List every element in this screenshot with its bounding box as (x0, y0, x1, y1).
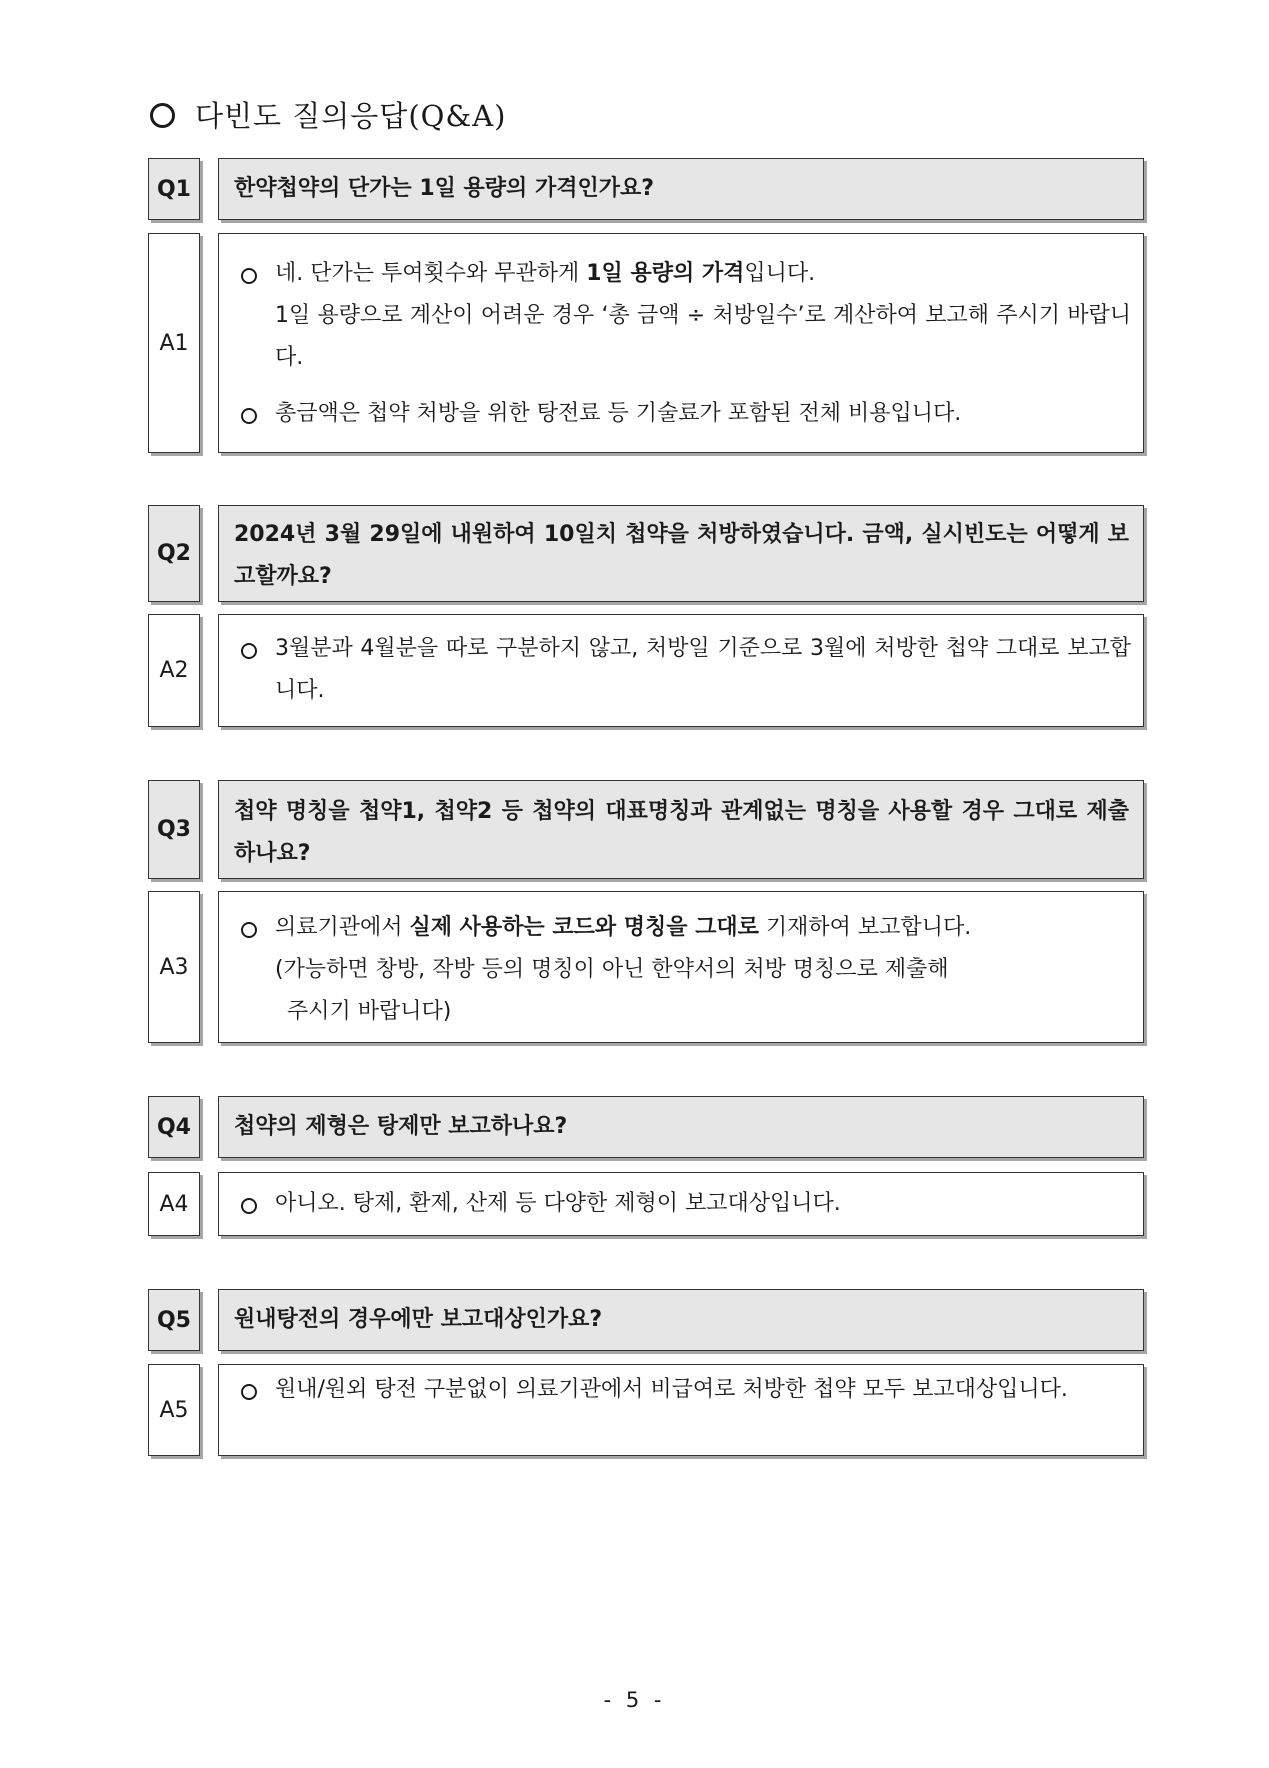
answer-box (218, 891, 1144, 1043)
answer-label: A1 (148, 233, 200, 453)
page-number: - 5 - (603, 1688, 666, 1712)
circle-bullet-icon (241, 1198, 257, 1214)
emphasis-text: 1일 용량의 가격 (586, 261, 745, 286)
answer-label: A5 (148, 1364, 200, 1456)
answer-label: A4 (148, 1172, 200, 1236)
circle-bullet-icon (241, 268, 257, 284)
answer-paragraph: 의료기관에서 실제 사용하는 코드와 명칭을 그대로 기재하여 보고합니다. (가능하면 창방, 작방 등의 명칭이 아닌 한약서의 처방 명칭으로 제출해 주시기 바랍니다) (237, 907, 1131, 1033)
question-label: Q1 (148, 158, 200, 220)
answer-box (218, 233, 1144, 453)
section-heading-text: 다빈도 질의응답(Q&A) (195, 99, 507, 133)
answer-label: A2 (148, 614, 200, 727)
question-text: 첩약 명칭을 첩약1, 첩약2 등 첩약의 대표명칭과 관계없는 명칭을 사용할 경우 그대로 제출하나요? (218, 780, 1144, 879)
question-text: 2024년 3월 29일에 내원하여 10일치 첩약을 처방하였습니다. 금액, 실시빈도는 어떻게 보고할까요? (218, 505, 1144, 602)
answer-paragraph: 아니오. 탕제, 환제, 산제 등 다양한 제형이 보고대상입니다. (237, 1183, 1131, 1225)
answer-box (218, 1364, 1144, 1456)
answer-label: A3 (148, 891, 200, 1043)
question-label: Q3 (148, 780, 200, 879)
answer-paragraph: 네. 단가는 투여횟수와 무관하게 1일 용량의 가격입니다. 1일 용량으로 계산이 어려운 경우 ‘총 금액 ÷ 처방일수’로 계산하여 보고해 주시기 바랍니다. (237, 253, 1131, 379)
question-label: Q5 (148, 1289, 200, 1351)
answer-paragraph: 원내/원외 탕전 구분없이 의료기관에서 비급여로 처방한 첩약 모두 보고대상입니다. (237, 1369, 1131, 1411)
answer-paragraph: 총금액은 첩약 처방을 위한 탕전료 등 기술료가 포함된 전체 비용입니다. (237, 393, 1131, 435)
circle-bullet-icon (241, 1384, 257, 1400)
answer-box (218, 614, 1144, 727)
question-label: Q2 (148, 505, 200, 602)
answer-box (218, 1172, 1144, 1236)
emphasis-text: 실제 사용하는 코드와 명칭을 그대로 (409, 915, 759, 940)
question-text: 첩약의 제형은 탕제만 보고하나요? (218, 1096, 1144, 1158)
circle-bullet-icon (241, 408, 257, 424)
circle-bullet-icon (241, 643, 257, 659)
section-heading (150, 94, 506, 135)
answer-paragraph: 3월분과 4월분을 따로 구분하지 않고, 처방일 기준으로 3월에 처방한 첩약 그대로 보고합니다. (237, 628, 1131, 712)
question-text: 한약첩약의 단가는 1일 용량의 가격인가요? (218, 158, 1144, 220)
question-label: Q4 (148, 1096, 200, 1158)
circle-bullet-icon (150, 103, 175, 128)
question-text: 원내탕전의 경우에만 보고대상인가요? (218, 1289, 1144, 1351)
circle-bullet-icon (241, 922, 257, 938)
